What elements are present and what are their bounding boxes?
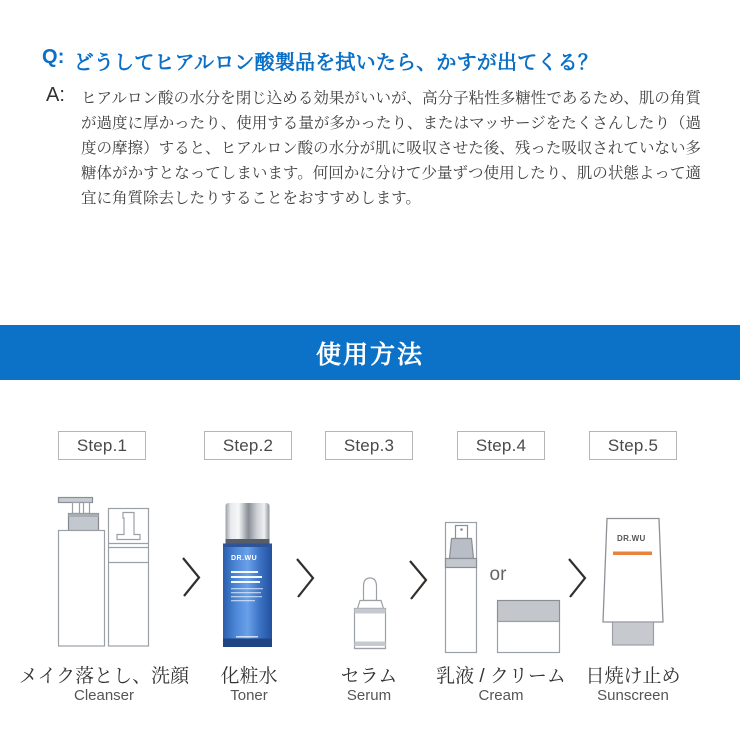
sunscreen-orange-stripe: [613, 552, 652, 556]
step-arrow-2-icon: [297, 559, 313, 597]
toner-brand-text: DR.WU: [231, 555, 258, 562]
step-4-box: Step.4: [457, 431, 545, 460]
step-4-jp-label: 乳液 / クリーム: [436, 666, 566, 687]
question-prefix: Q:: [42, 46, 65, 68]
step-1-en-label: Cleanser: [73, 687, 135, 704]
sunscreen-tube-illustration: [603, 519, 663, 646]
sunscreen-brand-text: DR.WU: [617, 534, 646, 543]
serum-dropper-illustration: [355, 578, 386, 649]
step-1-jp-label: メイク落とし、洗顔: [18, 666, 190, 687]
usage-section-title: 使用方法: [315, 340, 424, 369]
question-text: どうしてヒアルロン酸製品を拭いたら、かすが出てくる？: [73, 52, 599, 74]
step-3-jp-label: セラム: [340, 666, 398, 687]
toner-bottle-illustration: [223, 503, 272, 647]
or-label: or: [489, 564, 507, 585]
step-5-jp-label: 日焼け止め: [585, 666, 681, 687]
step-2-en-label: Toner: [230, 687, 268, 704]
step-3-en-label: Serum: [346, 687, 392, 704]
step-arrow-4-icon: [569, 559, 585, 597]
cleanser-bottle-illustration: [109, 509, 149, 647]
cleanser-pump-bottle-illustration: [59, 498, 105, 647]
step-5-box: Step.5: [589, 431, 677, 460]
lotion-bottle-illustration: [446, 523, 477, 653]
answer-text: ヒアルロン酸の水分を閉じ込める効果がいいが、高分子粘性多糖性であるため、肌の角質が過度に厚かったり、使用する量が多かったり、またはマッサージをたくさんしたり（過度の摩擦）すると、ヒアルロン酸の水分が肌に吸収させた後、残った吸収されていない多糖体がかすとなってしまいます。何回かに分けて少量ずつ使用したり、肌の状態よって適宜に角質除去したりすることをおすすめします。: [81, 90, 701, 207]
step-3-box: Step.3: [325, 431, 413, 460]
step-arrow-3-icon: [410, 561, 426, 599]
step-5-en-label: Sunscreen: [597, 687, 669, 704]
step-2-jp-label: 化粧水: [220, 666, 278, 687]
step-4-en-label: Cream: [478, 687, 524, 704]
cream-jar-illustration: [498, 601, 560, 653]
step-1-box: Step.1: [58, 431, 146, 460]
answer-prefix: A:: [46, 84, 65, 106]
step-arrow-1-icon: [183, 558, 199, 596]
step-2-box: Step.2: [204, 431, 292, 460]
